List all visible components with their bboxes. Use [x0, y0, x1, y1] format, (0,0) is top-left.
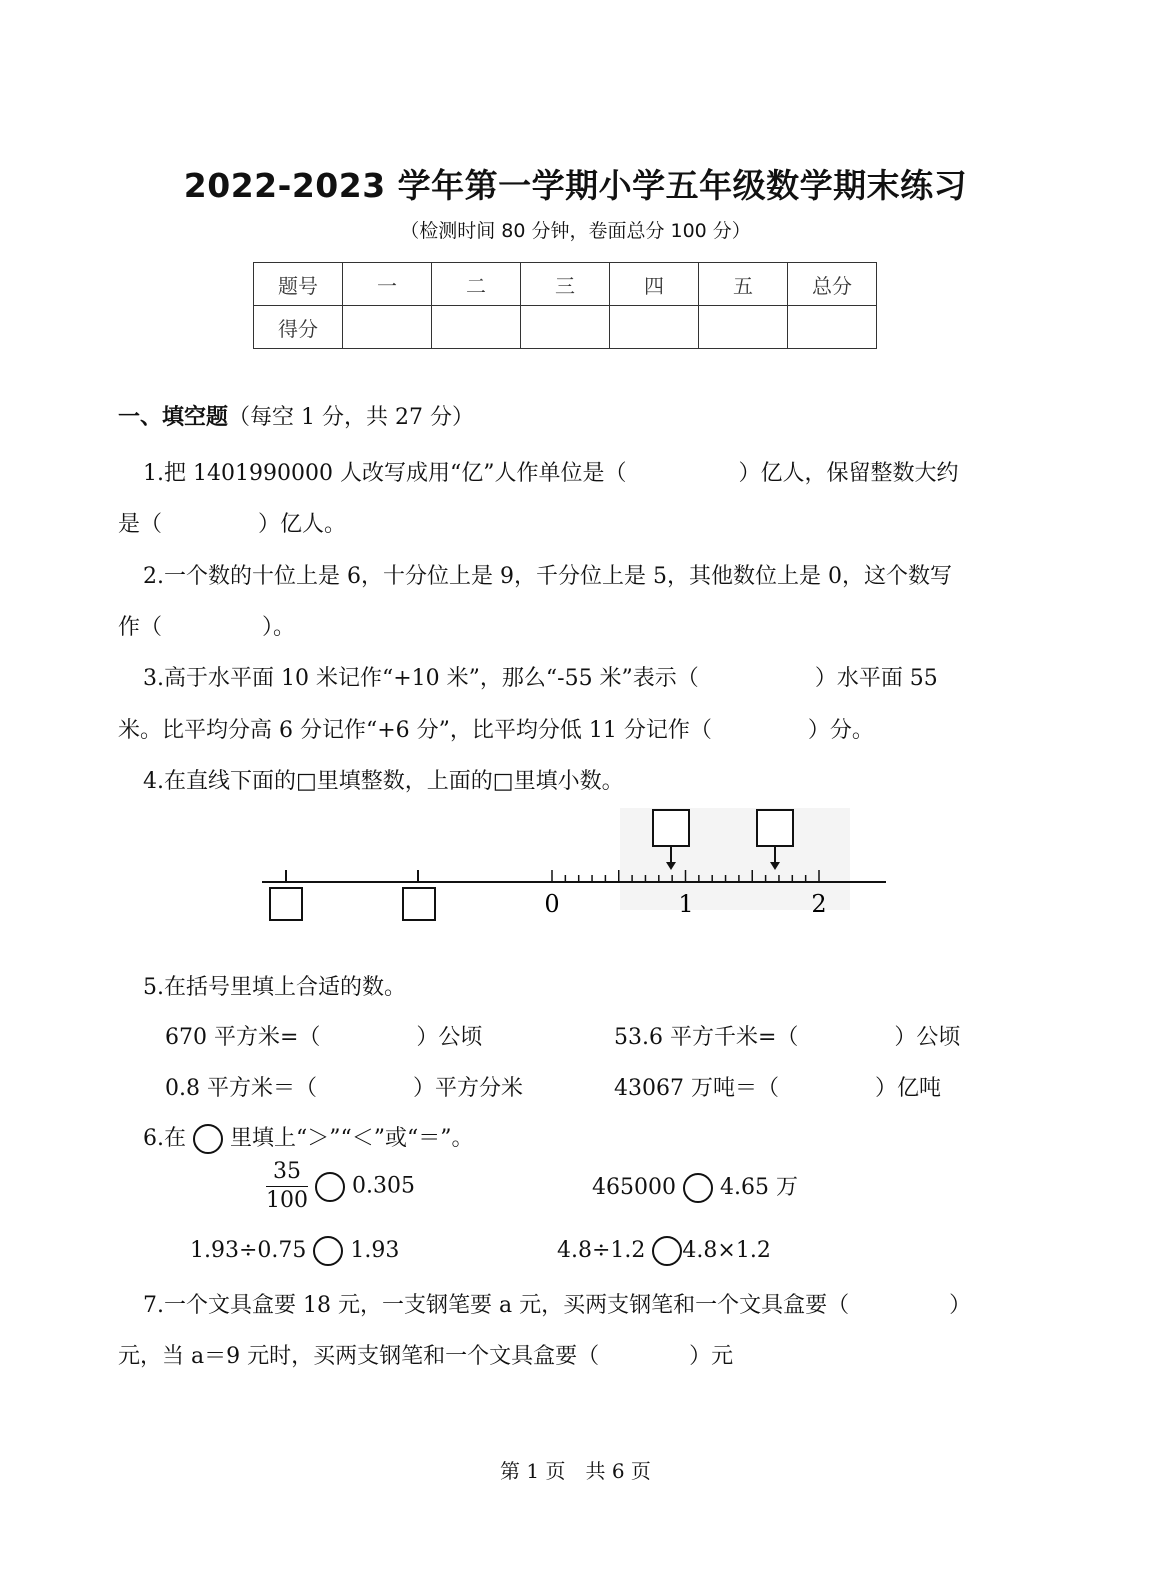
q7-text: ）元 — [689, 1344, 734, 1369]
q5-item-text: 0.8 平方米＝（ — [165, 1076, 317, 1101]
circle-symbol — [193, 1124, 223, 1154]
compare-value: 4.65 万 — [719, 1175, 798, 1200]
score-input-cell[interactable] — [343, 306, 432, 349]
question-7-line1 — [143, 1288, 971, 1319]
compare-circle[interactable] — [315, 1172, 345, 1202]
answer-box-integer[interactable] — [270, 888, 302, 920]
compare-circle[interactable] — [652, 1236, 682, 1266]
score-input-cell[interactable] — [521, 306, 610, 349]
q5-item-text: 53.6 平方千米=（ — [614, 1025, 799, 1050]
score-input-cell[interactable] — [699, 306, 788, 349]
page-footer: 第 1 页 共 6 页 — [500, 1459, 651, 1483]
compare-item-4 — [557, 1236, 771, 1266]
compare-value: 4.8×1.2 — [682, 1238, 771, 1263]
exam-info: （检测时间 80 分钟，卷面总分 100 分） — [400, 220, 751, 242]
score-table — [253, 262, 877, 349]
q5-item — [614, 1020, 960, 1051]
score-table-score-row — [254, 306, 877, 349]
q7-text: 元，当 a＝9 元时，买两支钢笔和一个文具盒要（ — [118, 1344, 600, 1369]
compare-circle[interactable] — [313, 1236, 343, 1266]
q3-text: 米。比平均分高 6 分记作“+6 分”，比平均分低 11 分记作（ — [118, 718, 712, 743]
score-cell: 四 — [610, 263, 699, 306]
question-1-line2 — [118, 507, 346, 538]
compare-value: 0.305 — [352, 1173, 415, 1199]
q2-text: 作（ — [118, 615, 163, 640]
score-cell: 五 — [699, 263, 788, 306]
q1-text: 1.把 1401990000 人改写成用“亿”人作单位是（ — [143, 461, 627, 486]
q3-text: ）分。 — [807, 718, 874, 743]
score-cell: 二 — [432, 263, 521, 306]
q5-item — [165, 1020, 482, 1051]
score-input-cell[interactable] — [432, 306, 521, 349]
q7-text: 7.一个文具盒要 18 元，一支钢笔要 a 元，买两支钢笔和一个文具盒要（ — [143, 1293, 850, 1318]
score-cell: 题号 — [254, 263, 343, 306]
q5-item-text: 670 平方米=（ — [165, 1025, 321, 1050]
question-6-text — [143, 1121, 473, 1154]
section-heading — [118, 400, 474, 431]
q5-item-text: ）平方分米 — [412, 1076, 523, 1101]
q5-item — [614, 1071, 941, 1102]
compare-circle[interactable] — [683, 1173, 713, 1203]
compare-value: 1.93÷0.75 — [190, 1238, 307, 1263]
compare-value: 1.93 — [350, 1238, 400, 1263]
q1-text: 是（ — [118, 512, 163, 537]
question-2-line1: 2.一个数的十位上是 6，十分位上是 9，千分位上是 5，其他数位上是 0，这个数写 — [143, 564, 952, 589]
tick-label: 0 — [544, 890, 560, 918]
question-3-line1 — [143, 661, 938, 692]
q5-item-text: 43067 万吨＝（ — [614, 1076, 779, 1101]
q5-item — [165, 1071, 523, 1102]
question-7-line2 — [118, 1339, 733, 1370]
q1-text: ）亿人，保留整数大约 — [738, 461, 959, 486]
answer-box-integer[interactable] — [403, 888, 435, 920]
score-cell: 一 — [343, 263, 432, 306]
score-input-cell[interactable] — [788, 306, 877, 349]
q6-text: 里填上“＞”“＜”或“＝”。 — [230, 1126, 474, 1151]
question-4-text: 4.在直线下面的□里填整数，上面的□里填小数。 — [143, 769, 624, 794]
q5-item-text: ）亿吨 — [874, 1076, 941, 1101]
section-note: （每空 1 分，共 27 分） — [228, 405, 474, 430]
q2-text: ）。 — [262, 615, 296, 640]
q3-text: 3.高于水平面 10 米记作“+10 米”，那么“-55 米”表示（ — [143, 666, 699, 691]
score-cell: 三 — [521, 263, 610, 306]
fraction-numerator: 35 — [266, 1158, 308, 1187]
section-title: 一、填空题 — [118, 405, 229, 430]
question-5-text: 5.在括号里填上合适的数。 — [143, 975, 406, 1000]
compare-item-3 — [190, 1236, 399, 1266]
compare-item-1 — [266, 1158, 415, 1215]
compare-value: 465000 — [592, 1175, 676, 1200]
number-line-figure — [250, 800, 900, 930]
question-2-line2 — [118, 610, 295, 641]
q5-item-text: ）公顷 — [416, 1025, 483, 1050]
score-cell: 总分 — [788, 263, 877, 306]
q5-item-text: ）公顷 — [894, 1025, 961, 1050]
compare-value: 4.8÷1.2 — [557, 1238, 646, 1263]
tick-label: 2 — [811, 890, 827, 918]
q3-text: ）水平面 55 — [814, 666, 938, 691]
q6-text: 6.在 — [143, 1126, 186, 1151]
score-input-cell[interactable] — [610, 306, 699, 349]
compare-item-2 — [592, 1170, 798, 1203]
fraction — [266, 1158, 308, 1215]
question-3-line2 — [118, 713, 874, 744]
q7-text: ） — [949, 1293, 972, 1318]
tick-label: 1 — [678, 890, 694, 918]
score-cell: 得分 — [254, 306, 343, 349]
score-table-header-row — [254, 263, 877, 306]
answer-box-decimal[interactable] — [757, 810, 793, 846]
question-1-line1 — [143, 456, 958, 487]
fraction-denominator: 100 — [266, 1188, 308, 1213]
page-title: 2022-2023 学年第一学期小学五年级数学期末练习 — [183, 166, 968, 205]
answer-box-decimal[interactable] — [653, 810, 689, 846]
q1-text: ）亿人。 — [258, 512, 347, 537]
